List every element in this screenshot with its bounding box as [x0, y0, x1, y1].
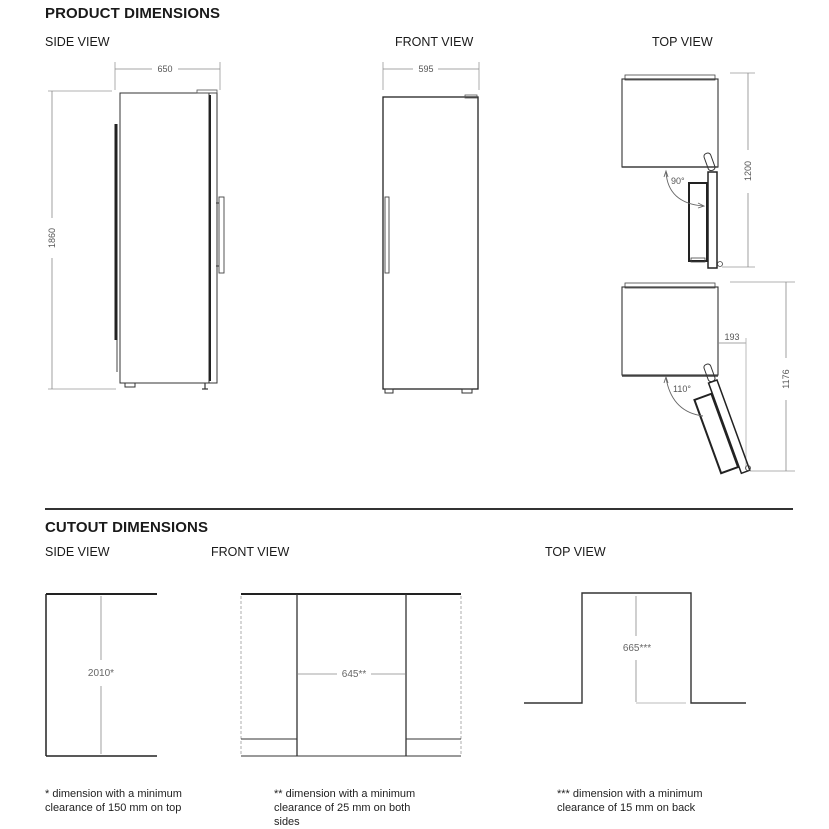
cutout-side-view-drawing [46, 594, 157, 756]
angle-110: 110° [673, 384, 691, 394]
product-top-view-label: TOP VIEW [652, 35, 713, 49]
product-side-view-label: SIDE VIEW [45, 35, 110, 49]
top-view-door-110-drawing [622, 282, 795, 480]
product-side-view-drawing [47, 62, 224, 389]
product-front-view-drawing [383, 62, 479, 393]
cutout-top-view-label: TOP VIEW [545, 545, 606, 559]
dim-side-depth: 650 [157, 64, 173, 74]
dim-top-side-clearance: 193 [724, 332, 740, 342]
footnote-side-clearance: ** dimension with a minimum clearance of 25 mm on both sides [274, 788, 416, 828]
dim-cutout-depth: 665*** [622, 643, 652, 654]
product-front-view-label: FRONT VIEW [395, 35, 474, 49]
dim-side-height: 1860 [47, 227, 57, 249]
cutout-top-view-drawing [524, 593, 746, 703]
footnote-top-clearance: * dimension with a minimum clearance of 150 mm on top [45, 788, 182, 814]
dim-top-depth-90: 1200 [743, 160, 753, 182]
cutout-side-view-label: SIDE VIEW [45, 545, 110, 559]
cutout-front-view-drawing [241, 594, 461, 756]
dim-front-width: 595 [418, 64, 434, 74]
cutout-front-view-label: FRONT VIEW [211, 545, 290, 559]
dim-cutout-height: 2010* [87, 668, 115, 679]
footnote-back-clearance: *** dimension with a minimum clearance of 15 mm on back [557, 788, 703, 814]
dim-top-depth-110: 1176 [781, 369, 791, 389]
angle-90: 90° [671, 176, 685, 186]
cutout-dimensions-title: CUTOUT DIMENSIONS [45, 519, 209, 536]
dim-cutout-width: 645** [341, 669, 367, 680]
product-dimensions-title: PRODUCT DIMENSIONS [45, 5, 221, 22]
top-view-door-90-drawing [622, 73, 755, 268]
